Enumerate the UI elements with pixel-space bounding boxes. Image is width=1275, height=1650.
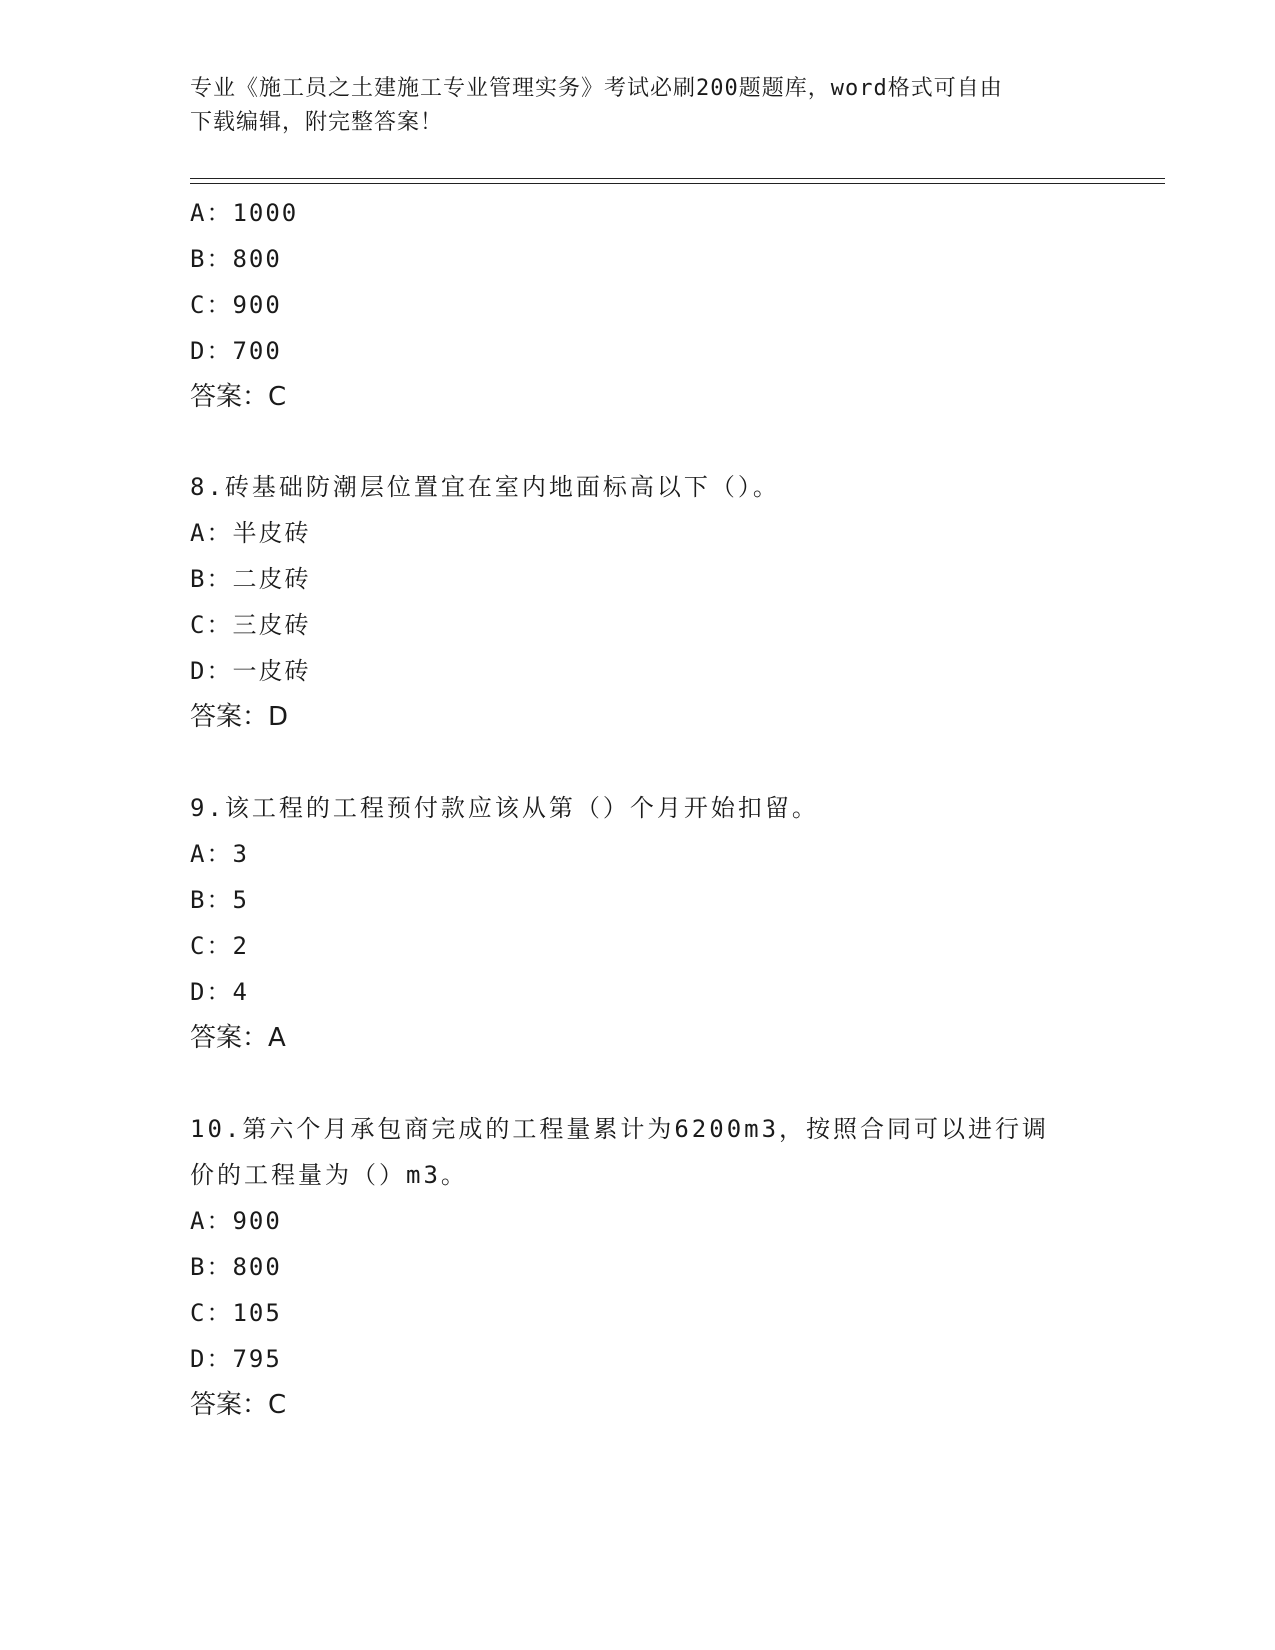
question-7-tail [190,190,1110,420]
question-10 [190,1106,1110,1428]
option-d: D：795 [190,1345,282,1373]
option-d: D：4 [190,978,249,1006]
question-8 [190,464,1110,740]
option-a: A：1000 [190,199,299,227]
answer: 答案：C [190,1390,287,1420]
option-c: C：105 [190,1299,282,1327]
header-divider-top [190,178,1165,179]
option-b: B：800 [190,245,282,273]
option-d: D：一皮砖 [190,657,311,685]
question-9 [190,785,1110,1061]
question-stem: 9.该工程的工程预付款应该从第（）个月开始扣留。 [190,794,819,822]
option-a: A：900 [190,1207,282,1235]
header-title-line-2: 下载编辑，附完整答案！ [190,110,444,135]
option-b: B：5 [190,886,249,914]
option-b: B：二皮砖 [190,565,311,593]
header-divider-bottom [190,183,1165,184]
answer: 答案：D [190,702,289,732]
header-title-line-1: 专业《施工员之土建施工专业管理实务》考试必刷200题题库，word格式可自由 [190,76,1003,101]
question-stem: 8.砖基础防潮层位置宜在室内地面标高以下（）。 [190,473,780,501]
answer: 答案：A [190,1023,286,1053]
option-c: C：2 [190,932,249,960]
option-c: C：三皮砖 [190,611,311,639]
option-b: B：800 [190,1253,282,1281]
option-d: D：700 [190,337,282,365]
document-header [190,72,1090,140]
question-stem-line-1: 10.第六个月承包商完成的工程量累计为6200m3，按照合同可以进行调 [190,1115,1050,1143]
answer: 答案：C [190,382,287,412]
question-stem-line-2: 价的工程量为（）m3。 [190,1161,468,1189]
option-a: A：3 [190,840,249,868]
option-a: A：半皮砖 [190,519,311,547]
option-c: C：900 [190,291,282,319]
